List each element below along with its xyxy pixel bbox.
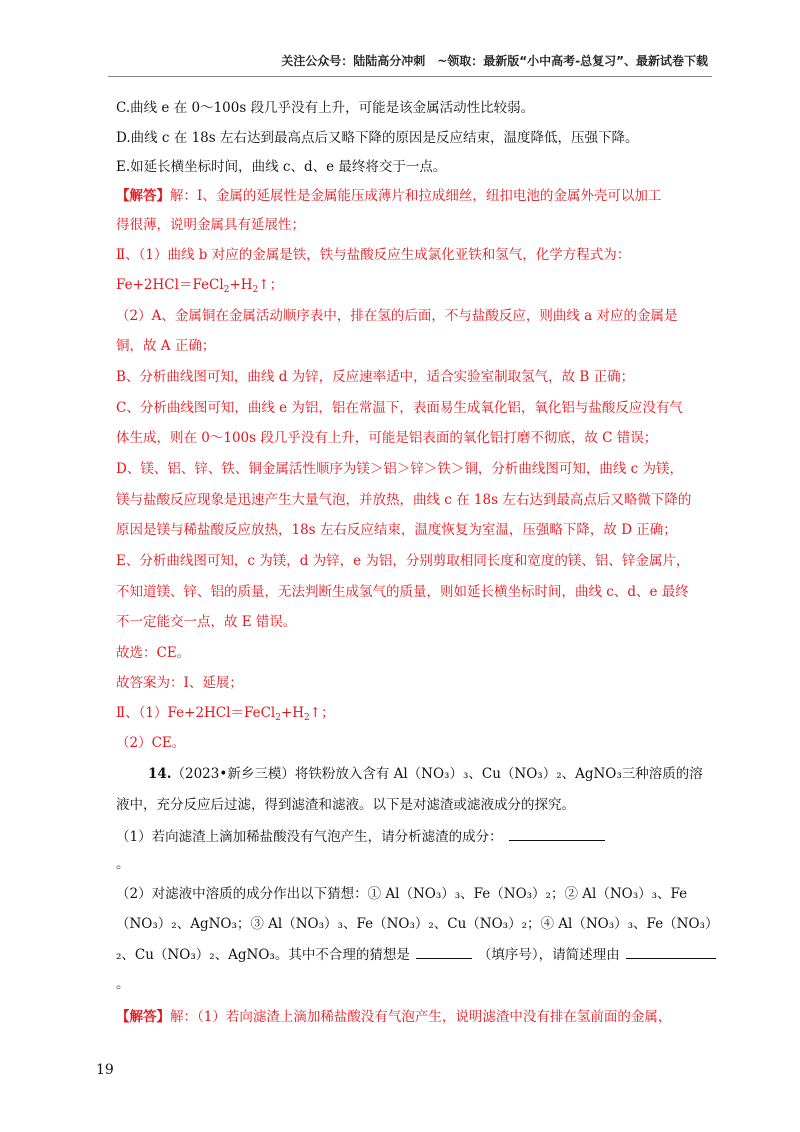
question14-part2-line2: （NO₃）₂、AgNO₃；③ Al（NO₃）₃、Fe（NO₃）₂、Cu（NO₃）₂；④ Al（NO₃）₃、Fe（NO₃） (116, 916, 719, 932)
option-c: C.曲线 e 在 0～100s 段几乎没有上升，可能是该金属活动性比较弱。 (116, 100, 535, 116)
answer13-line2: 得很薄，说明金属具有延展性； (116, 217, 305, 233)
question14-stem-2: 液中，充分反应后过滤，得到滤渣和滤液。以下是对滤渣或滤液成分的探究。 (116, 797, 575, 813)
answer13-summary-2: Ⅱ、$(1)Fe+2HCl=FeCl_2+H_2↑$； (116, 705, 335, 723)
answer13-line1: 【解答】解：Ⅰ、金属的延展性是金属能压成薄片和拉成细丝，纽扣电池的金属外壳可以加工 (116, 188, 662, 204)
answer13-tag: 【解答】 (116, 188, 170, 204)
answer-blank-3[interactable] (626, 944, 716, 959)
answer13-line7: B、分析曲线图可知，曲线 d 为锌，反应速率适中，适合实验室制取氢气，故 B 正确； (116, 369, 635, 385)
answer14-tag: 【解答】 (116, 1009, 170, 1025)
answer13-equation: $Fe+2HCl=FeCl_2+H_2↑$； (116, 277, 284, 295)
answer-blank-2[interactable] (416, 944, 472, 959)
answer13-line13: E、分析曲线图可知，c 为镁，d 为锌，e 为铝，分别剪取相同长度和宽度的镁、铝、锌金属片， (116, 553, 690, 569)
answer13-line3: Ⅱ、（1）曲线 b 对应的金属是铁，铁与盐酸反应生成氯化亚铁和氢气，化学方程式为： (116, 247, 631, 263)
answer13-choice: 故选：CE。 (116, 645, 191, 661)
header-divider (108, 76, 712, 77)
answer13-line11: 镁与盐酸反应现象是迅速产生大量气泡，并放热，曲线 c 在 18s 左右达到最高点后又略微下降的 (116, 492, 692, 508)
question14-stem-1: 14.（2023•新乡三模）将铁粉放入含有 Al（NO₃）₃、Cu（NO₃）₂、AgNO₃三种溶质的溶 (148, 766, 703, 782)
answer13-line9: 体生成，则在 0～100s 段几乎没有上升，可能是铝表面的氧化铝打磨不彻底，故 C 错误； (116, 430, 658, 446)
question14-part1: （1）若向滤渣上滴加稀盐酸没有气泡产生，请分析滤渣的成分： (116, 826, 698, 847)
question14-part1-period: 。 (116, 856, 130, 872)
answer13-line8: C、分析曲线图可知，曲线 e 为铝，铝在常温下，表面易生成氧化铝，氧化铝与盐酸反应没有气 (116, 400, 683, 416)
answer13-line10: D、镁、铝、锌、铁、铜金属活性顺序为镁＞铝＞锌＞铁＞铜，分析曲线图可知，曲线 c 为镁， (116, 461, 683, 477)
page-header: 关注公众号：陆陆高分冲刺 ~领取：最新版“小中高考-总复习”、最新试卷下载 (281, 54, 708, 68)
question-number: 14. (148, 766, 172, 782)
answer13-summary-1: 故答案为：Ⅰ、延展； (116, 675, 243, 691)
answer13-summary-3: （2）CE。 (116, 735, 186, 751)
option-d: D.曲线 c 在 18s 左右达到最高点后又略下降的原因是反应结束，温度降低，压强下降。 (116, 130, 639, 146)
option-e: E.如延长横坐标时间，曲线 c、d、e 最终将交于一点。 (116, 159, 447, 175)
answer-blank-1[interactable] (509, 826, 605, 841)
page-number: 19 (96, 1062, 114, 1078)
answer13-line12: 原因是镁与稀盐酸反应放热，18s 左右反应结束，温度恢复为室温，压强略下降，故 D 正确； (116, 522, 677, 538)
question14-part2-period: 。 (116, 976, 130, 992)
answer14-line1: 【解答】解：（1）若向滤渣上滴加稀盐酸没有气泡产生，说明滤渣中没有排在氢前面的金属， (116, 1009, 672, 1025)
question14-part2-line1: （2）对滤液中溶质的成分作出以下猜想：① Al（NO₃）₃、Fe（NO₃）₂；② Al（NO₃）₃、Fe (116, 886, 688, 902)
answer13-line6: 铜，故 A 正确； (116, 338, 216, 354)
answer13-line15: 不一定能交一点，故 E 错误。 (116, 614, 297, 630)
answer13-line5: （2）A、金属铜在金属活动顺序表中，排在氢的后面，不与盐酸反应，则曲线 a 对应的金属是 (116, 308, 678, 324)
answer13-line14: 不知道镁、锌、铝的质量，无法判断生成氢气的质量，则如延长横坐标时间，曲线 c、d、e 最终 (116, 584, 689, 600)
question14-part2-line3: ₂、Cu（NO₃）₂、AgNO₃。其中不合理的猜想是 （填序号），请简述理由 (116, 944, 698, 965)
